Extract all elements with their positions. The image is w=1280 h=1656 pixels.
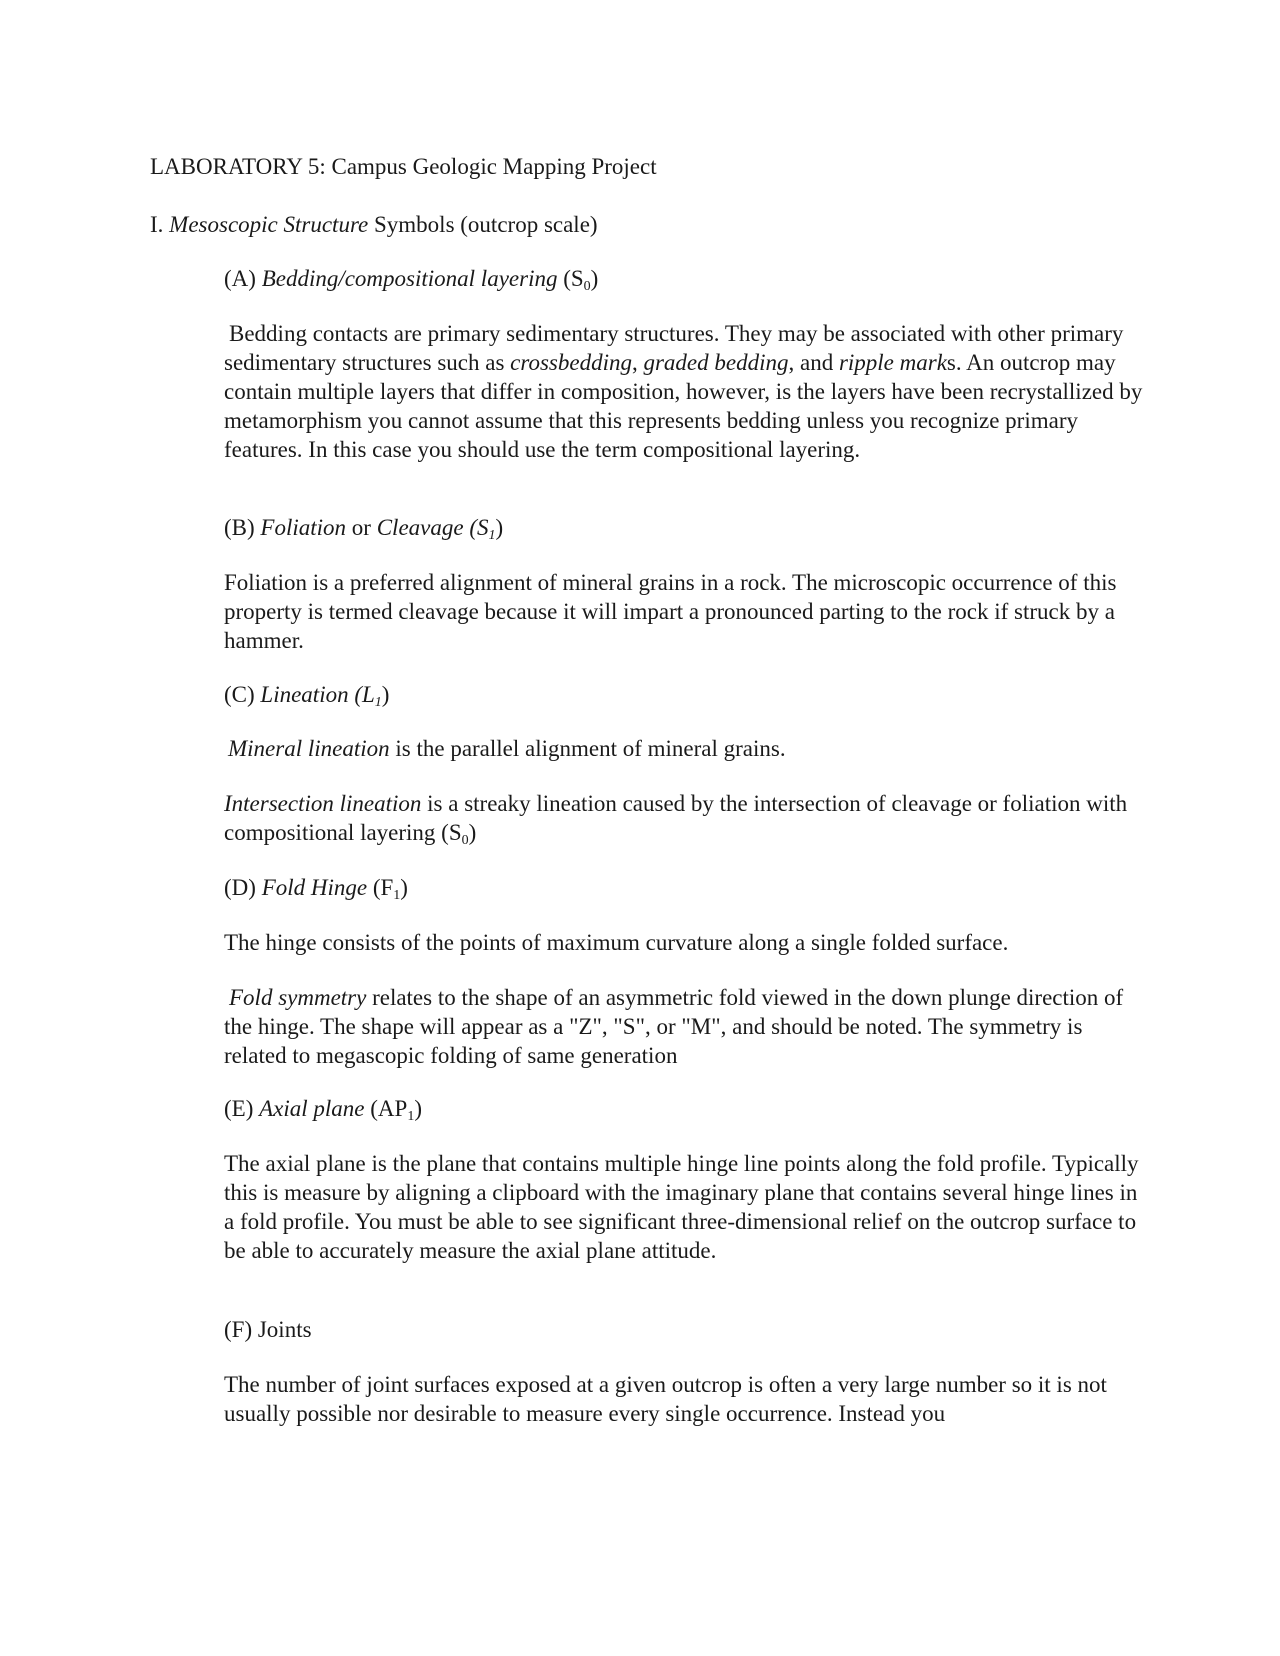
page-title: LABORATORY 5: Campus Geologic Mapping Project — [150, 154, 657, 179]
term-crossbedding: crossbedding — [510, 350, 632, 375]
term-intersection-lineation: Intersection lineation — [224, 791, 422, 816]
term-graded-bedding: graded bedding — [643, 350, 789, 375]
symbol-open: (S — [469, 515, 489, 540]
subheading-bedding — [224, 264, 598, 293]
text-run: , — [631, 350, 638, 375]
text-run: ) — [468, 820, 477, 845]
subheading-term: Axial plane — [259, 1096, 365, 1121]
paragraph-intersection-lineation — [224, 789, 1144, 847]
symbol-subscript: 0 — [583, 279, 591, 294]
subheading-or: or — [351, 515, 371, 540]
text-run: is the parallel alignment of mineral grains. — [395, 736, 786, 761]
paragraph-mineral-lineation — [224, 734, 1144, 763]
symbol-open: (AP — [370, 1096, 408, 1121]
symbol-subscript: 1 — [374, 695, 382, 710]
symbol-close: ) — [495, 515, 504, 540]
subheading-axial-plane — [224, 1094, 422, 1123]
term-fold-symmetry: Fold symmetry — [229, 985, 367, 1010]
paragraph-foliation: Foliation is a preferred alignment of mineral grains in a rock. The microscopic occurrence of this property is termed cleavage because it will impart a pronounced parting to the rock if struck by a hammer. — [224, 570, 1117, 653]
symbol-subscript: 1 — [407, 1109, 415, 1124]
paragraph-hinge: The hinge consists of the points of maximum curvature along a single folded surface. — [224, 930, 1009, 955]
symbol-open: (S — [563, 266, 584, 291]
paragraph-axial-plane: The axial plane is the plane that contains multiple hinge line points along the fold profile. Typically this is measure by aligning a clipboard with the imaginary plane that contains several hinge lines in a fold profile. You must be able to see significant three-dimensional relief on the outcrop surface to be able to accurately measure the axial plane attitude. — [224, 1151, 1139, 1263]
subheading-label: (C) — [224, 682, 255, 707]
symbol-close: ) — [400, 875, 408, 900]
section-numeral: I. — [150, 212, 164, 237]
text-run: is a streaky lineation caused by the intersection of cleavage or foliation with compositional layering (S — [224, 791, 1128, 845]
section-heading — [150, 210, 598, 239]
section-heading-italic: Mesoscopic Structure — [169, 212, 369, 237]
symbol-close: ) — [590, 266, 599, 291]
symbol-open: (L — [354, 682, 375, 707]
subheading-label: (A) — [224, 266, 256, 291]
subheading-term: Lineation — [260, 682, 349, 707]
subheading-term: Fold Hinge — [261, 875, 368, 900]
term-mineral-lineation: Mineral lineation — [228, 736, 390, 761]
term-ripple-marks: ripple mark — [838, 350, 947, 375]
subheading-fold-hinge — [224, 873, 408, 902]
symbol-subscript: 1 — [488, 528, 496, 543]
symbol-close: ) — [381, 682, 390, 707]
subheading-term: Foliation — [260, 515, 347, 540]
subheading-label: (E) — [224, 1096, 254, 1121]
subheading-joints: (F) Joints — [224, 1317, 312, 1342]
text-run: Bedding contacts are primary sedimentary structures. They may be associated with other primary sedimentary structures such as — [224, 321, 1124, 375]
subheading-lineation — [224, 680, 389, 709]
text-run: relates to the shape of an asymmetric fold viewed in the down plunge direction of the hinge. The shape will appear as a "Z", "S", or "M", and should be noted. The symmetry is related to megascopic folding of same generation — [224, 985, 1124, 1068]
subheading-term: Cleavage — [376, 515, 464, 540]
text-run: s. An outcrop may contain multiple layers that differ in composition, however, is the layers have been recrystallized by metamorphism you cannot assume that this represents bedding unless you recognize primary features. In this case you should use the term compositional layering. — [224, 350, 1143, 462]
paragraph-fold-symmetry — [224, 983, 1144, 1070]
text-run: , and — [788, 350, 834, 375]
symbol-subscript: 1 — [393, 888, 401, 903]
subheading-label: (B) — [224, 515, 255, 540]
symbol-close: ) — [414, 1096, 422, 1121]
subheading-foliation — [224, 513, 503, 542]
symbol-subscript: 0 — [461, 833, 469, 848]
paragraph-bedding — [224, 319, 1144, 464]
section-heading-rest: Symbols (outcrop scale) — [374, 212, 598, 237]
subheading-term: Bedding/compositional layering — [261, 266, 558, 291]
paragraph-joints: The number of joint surfaces exposed at a given outcrop is often a very large number so it is not usually possible nor desirable to measure every single occurrence. Instead you — [224, 1372, 1107, 1426]
subheading-label: (D) — [224, 875, 256, 900]
symbol-open: (F — [372, 875, 394, 900]
